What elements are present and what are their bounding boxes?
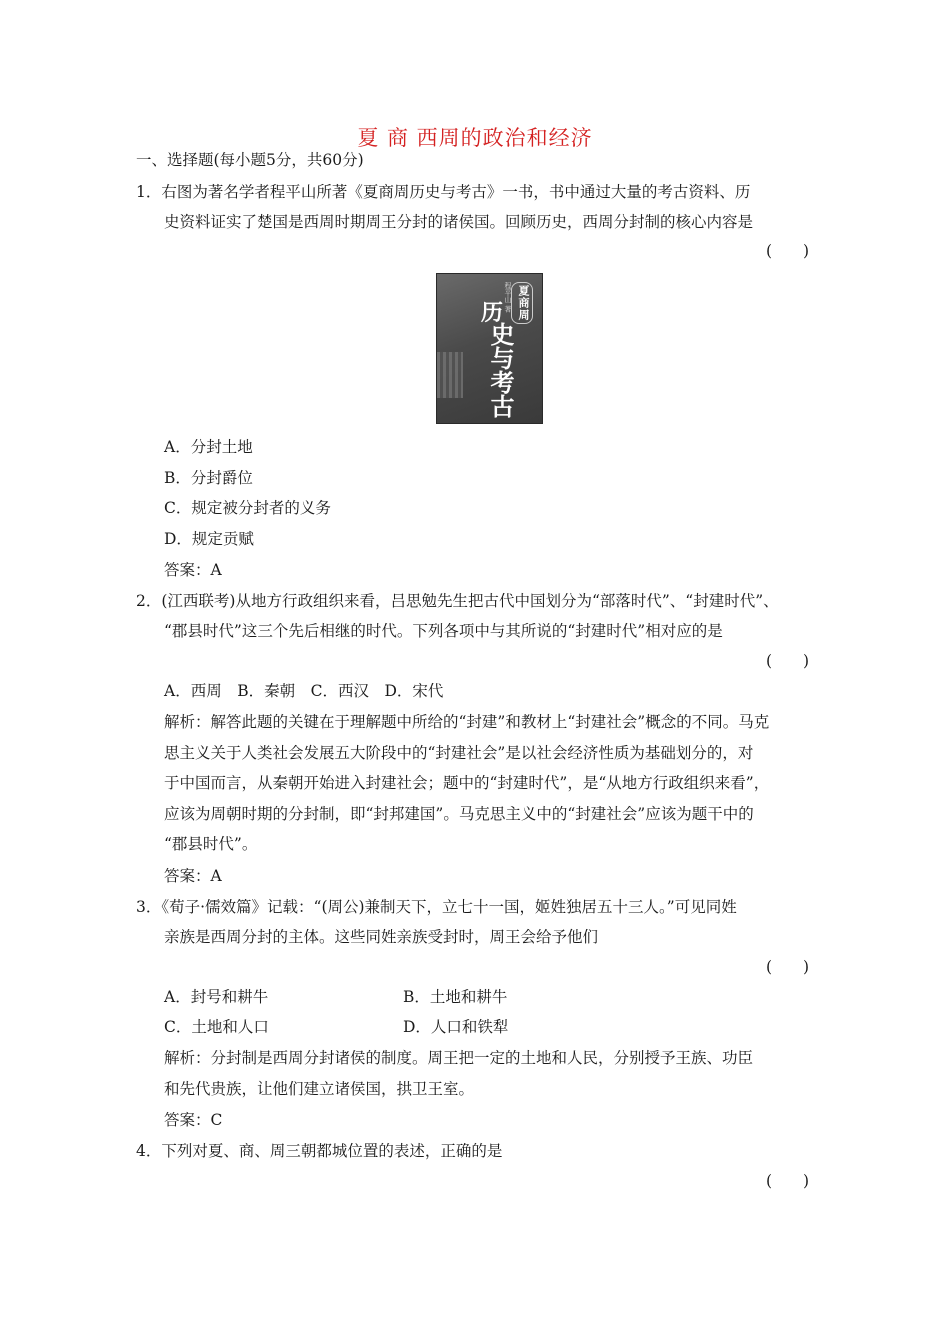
q2-stem-line2: “郡县时代”这三个先后相继的时代。下列各项中与其所说的“封建时代”相对应的是 xyxy=(164,622,723,640)
book-title-rest: 史与考古 xyxy=(486,322,514,418)
q1-answer-blank: ( ) xyxy=(766,242,810,260)
q4-stem-line1: 4．下列对夏、商、周三朝都城位置的表述，正确的是 xyxy=(136,1142,503,1160)
q2-answer-blank: ( ) xyxy=(766,652,810,670)
q2-analysis-line4: 应该为周朝时期的分封制，即“封邦建国”。马克思主义中的“封建社会”应该为题干中的 xyxy=(164,805,754,823)
q4-answer-blank: ( ) xyxy=(766,1172,810,1190)
q3-option-d: D．人口和铁犁 xyxy=(403,1018,509,1036)
page-title: 夏 商 西周的政治和经济 xyxy=(357,126,593,150)
q1-option-b: B．分封爵位 xyxy=(164,469,253,487)
book-author: 程平山 著 xyxy=(504,282,512,313)
q2-options: A．西周 B．秦朝 C．西汉 D．宋代 xyxy=(164,682,444,700)
q3-option-b: B．土地和耕牛 xyxy=(403,988,508,1006)
q3-stem-line2: 亲族是西周分封的主体。这些同姓亲族受封时，周王会给予他们 xyxy=(164,928,599,946)
q2-analysis-line3: 于中国而言，从秦朝开始进入封建社会；题中的“封建时代”，是“从地方行政组织来看”， xyxy=(164,774,770,792)
q3-stem-line1: 3．《荀子·儒效篇》记载：“(周公)兼制天下，立七十一国，姬姓独居五十三人。”可见同姓 xyxy=(136,898,737,916)
q1-option-a: A．分封土地 xyxy=(164,438,253,456)
book-series-badge: 夏商周 xyxy=(511,282,533,324)
q3-answer-blank: ( ) xyxy=(766,958,810,976)
q3-option-c: C．土地和人口 xyxy=(164,1018,269,1036)
q2-analysis-line2: 思主义关于人类社会发展五大阶段中的“封建社会”是以社会经济性质为基础划分的，对 xyxy=(164,744,754,762)
q2-analysis-line1: 解析：解答此题的关键在于理解题中所给的“封建”和教材上“封建社会”概念的不同。马克 xyxy=(164,713,770,731)
q2-stem-line1: 2．(江西联考)从地方行政组织来看，吕思勉先生把古代中国划分为“部落时代”、“封建时代”、 xyxy=(136,592,779,610)
section-heading: 一、选择题(每小题5分，共60分) xyxy=(136,151,364,169)
book-cover-pattern xyxy=(437,352,463,398)
q3-option-a: A．封号和耕牛 xyxy=(164,988,269,1006)
q1-answer: 答案：A xyxy=(164,561,222,579)
q1-option-d: D．规定贡赋 xyxy=(164,530,254,548)
q3-answer: 答案：C xyxy=(164,1111,223,1129)
q3-analysis-line1: 解析：分封制是西周分封诸侯的制度。周王把一定的土地和人民，分别授予王族、功臣 xyxy=(164,1049,754,1067)
q3-analysis-line2: 和先代贵族，让他们建立诸侯国，拱卫王室。 xyxy=(164,1080,475,1098)
book-title-first-char: 历 xyxy=(481,301,503,326)
q2-answer: 答案：A xyxy=(164,867,222,885)
book-cover-image xyxy=(436,273,543,424)
q2-analysis-line5: “郡县时代”。 xyxy=(164,835,258,853)
q1-stem-line1: 1．右图为著名学者程平山所著《夏商周历史与考古》一书，书中通过大量的考古资料、历 xyxy=(136,183,751,201)
q1-option-c: C．规定被分封者的义务 xyxy=(164,499,331,517)
q1-stem-line2: 史资料证实了楚国是西周时期周王分封的诸侯国。回顾历史，西周分封制的核心内容是 xyxy=(164,213,754,231)
